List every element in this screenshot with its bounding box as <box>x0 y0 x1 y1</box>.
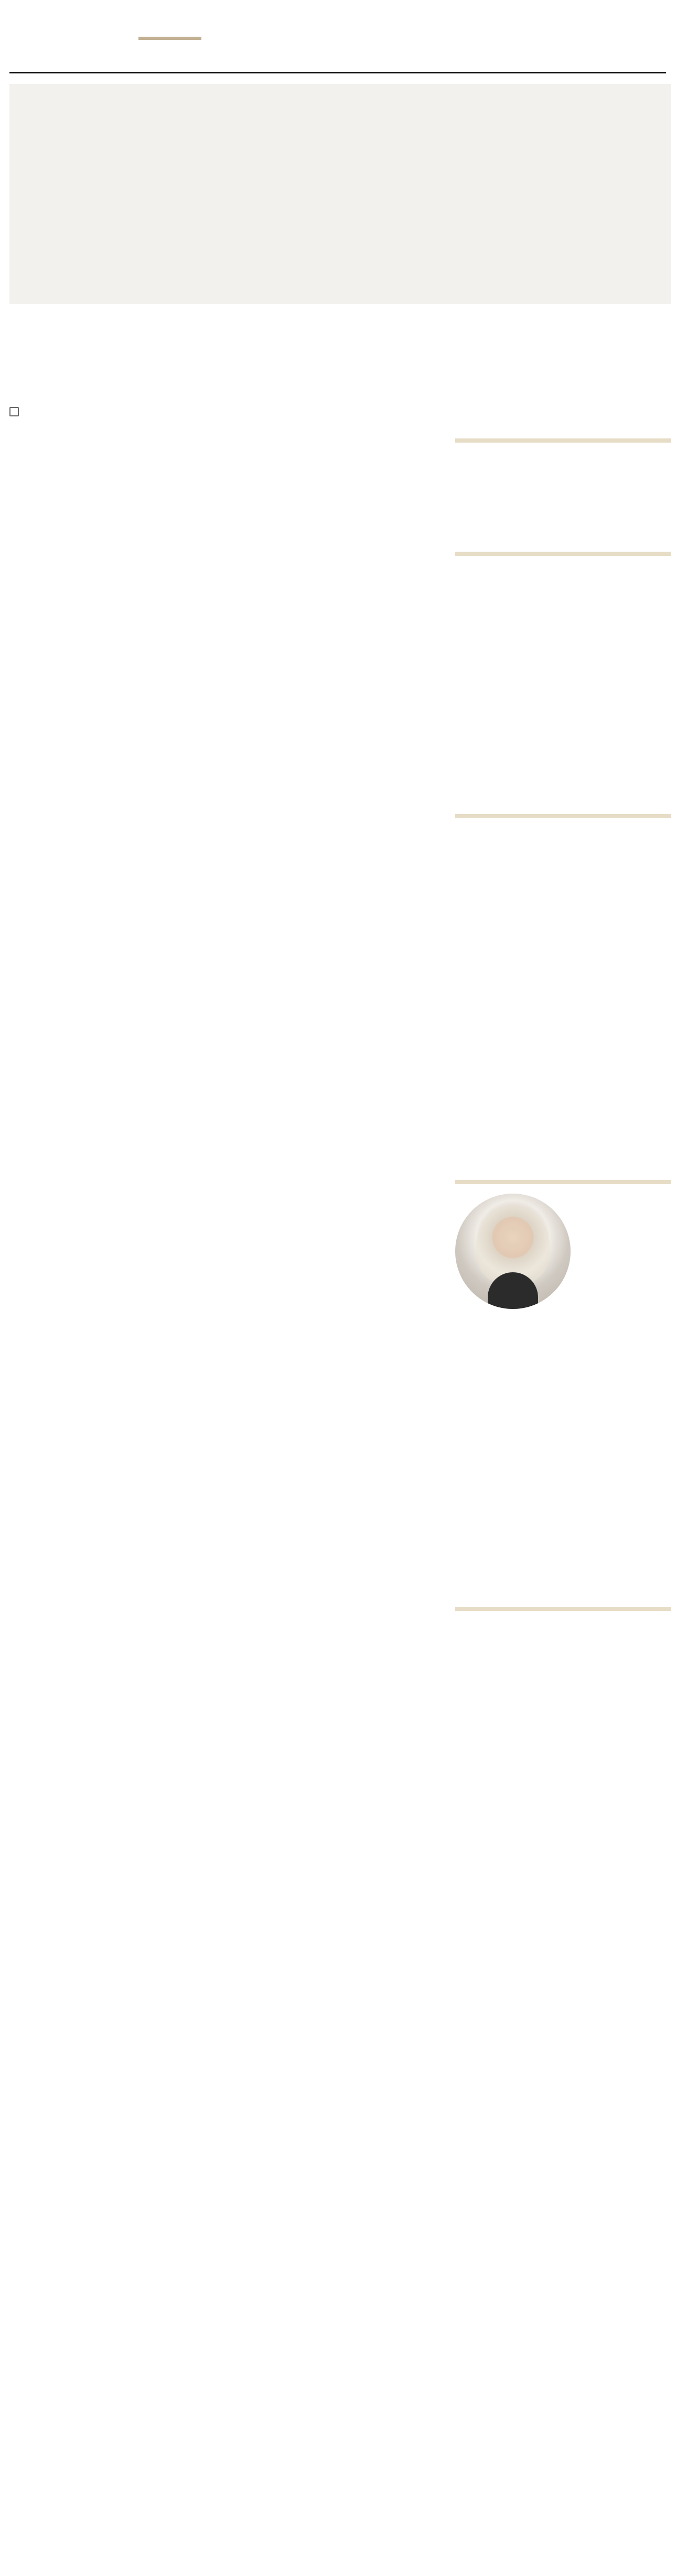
sessions-box <box>455 544 671 565</box>
feedback-divider <box>455 814 671 818</box>
leaders-box <box>455 1173 671 1325</box>
similar-heading <box>455 1600 671 1611</box>
leader-avatar <box>455 1194 571 1309</box>
site-logo[interactable] <box>15 4 203 67</box>
hero-image <box>9 84 671 304</box>
info-heading <box>455 431 671 443</box>
course-description <box>9 431 441 452</box>
tag-icon <box>9 407 19 416</box>
feedback-heading <box>455 807 671 814</box>
feedback-box <box>455 807 671 839</box>
sessions-heading <box>455 544 671 556</box>
info-box <box>455 431 671 452</box>
logo-divider <box>138 37 201 40</box>
site-header <box>9 0 666 73</box>
similar-courses <box>455 1600 671 1620</box>
category-tag[interactable] <box>9 407 23 416</box>
leaders-heading <box>455 1173 671 1184</box>
